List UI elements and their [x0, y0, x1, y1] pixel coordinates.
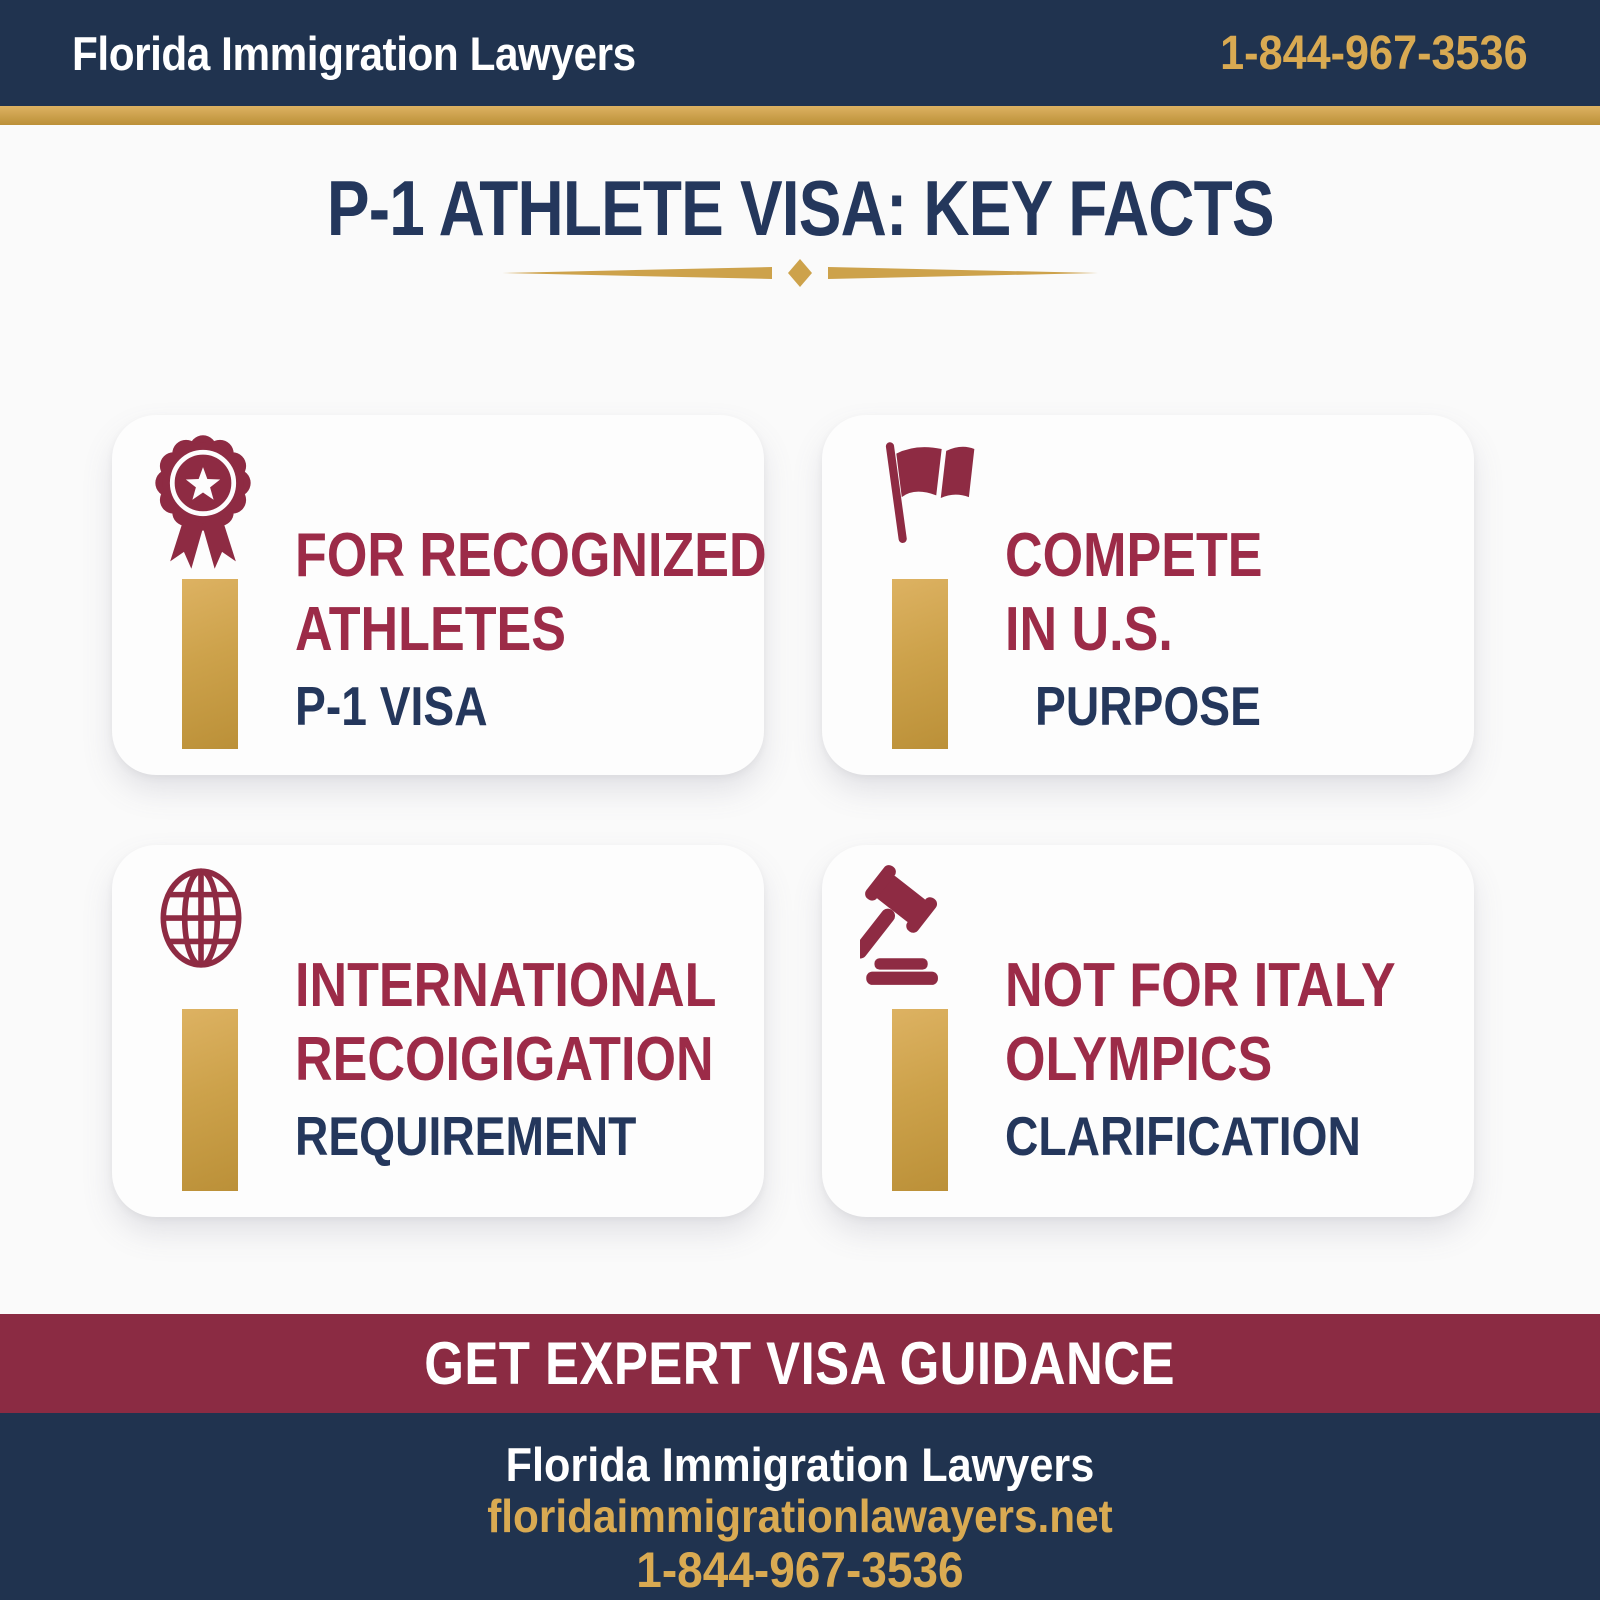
gold-accent-bar — [182, 579, 238, 749]
card-subheading: REQUIREMENT — [295, 1105, 637, 1167]
ornamental-divider — [500, 256, 1100, 290]
card-not-for-italy-olympics — [822, 845, 1474, 1217]
card-text — [1005, 519, 1312, 737]
fact-card-grid — [112, 415, 1478, 1217]
card-text — [295, 949, 797, 1167]
diamond-ornament — [788, 259, 812, 287]
cta-banner[interactable] — [0, 1314, 1600, 1413]
award-ribbon-icon — [150, 430, 256, 573]
footer-phone-number[interactable]: 1-844-967-3536 — [636, 1542, 964, 1598]
card-heading: INTERNATIONAL RECOIGIGATION — [295, 951, 717, 1094]
card-subheading: PURPOSE — [1035, 675, 1261, 737]
card-international-recognition — [112, 845, 764, 1217]
gold-accent-bar — [892, 1009, 948, 1191]
card-subheading: CLARIFICATION — [1005, 1105, 1361, 1167]
header-bar — [0, 0, 1600, 106]
gold-accent-bar — [182, 1009, 238, 1191]
card-text — [1005, 949, 1470, 1167]
gold-accent-bar — [892, 579, 948, 749]
gavel-icon — [860, 860, 978, 988]
header-phone-number[interactable]: 1-844-967-3536 — [1220, 26, 1528, 80]
card-heading: FOR RECOGNIZED ATHLETES — [295, 521, 767, 664]
flag-icon — [860, 430, 978, 557]
footer-bar — [0, 1413, 1600, 1600]
globe-icon — [150, 860, 252, 972]
card-text — [295, 519, 856, 737]
gold-divider-stripe — [0, 106, 1600, 125]
card-heading: NOT FOR ITALY OLYMPICS — [1005, 951, 1396, 1094]
header-brand: Florida Immigration Lawyers — [72, 26, 636, 80]
card-subheading: P-1 VISA — [295, 675, 488, 737]
footer-website-link[interactable]: floridaimmigrationlawayers.net — [487, 1490, 1113, 1542]
card-recognized-athletes — [112, 415, 767, 775]
cta-label: GET EXPERT VISA GUIDANCE — [424, 1330, 1176, 1397]
page-title: P-1 ATHLETE VISA: KEY FACTS — [326, 164, 1274, 252]
card-compete-in-us — [822, 415, 1474, 775]
footer-brand: Florida Immigration Lawyers — [505, 1438, 1095, 1491]
card-heading: COMPETE IN U.S. — [1005, 521, 1263, 664]
